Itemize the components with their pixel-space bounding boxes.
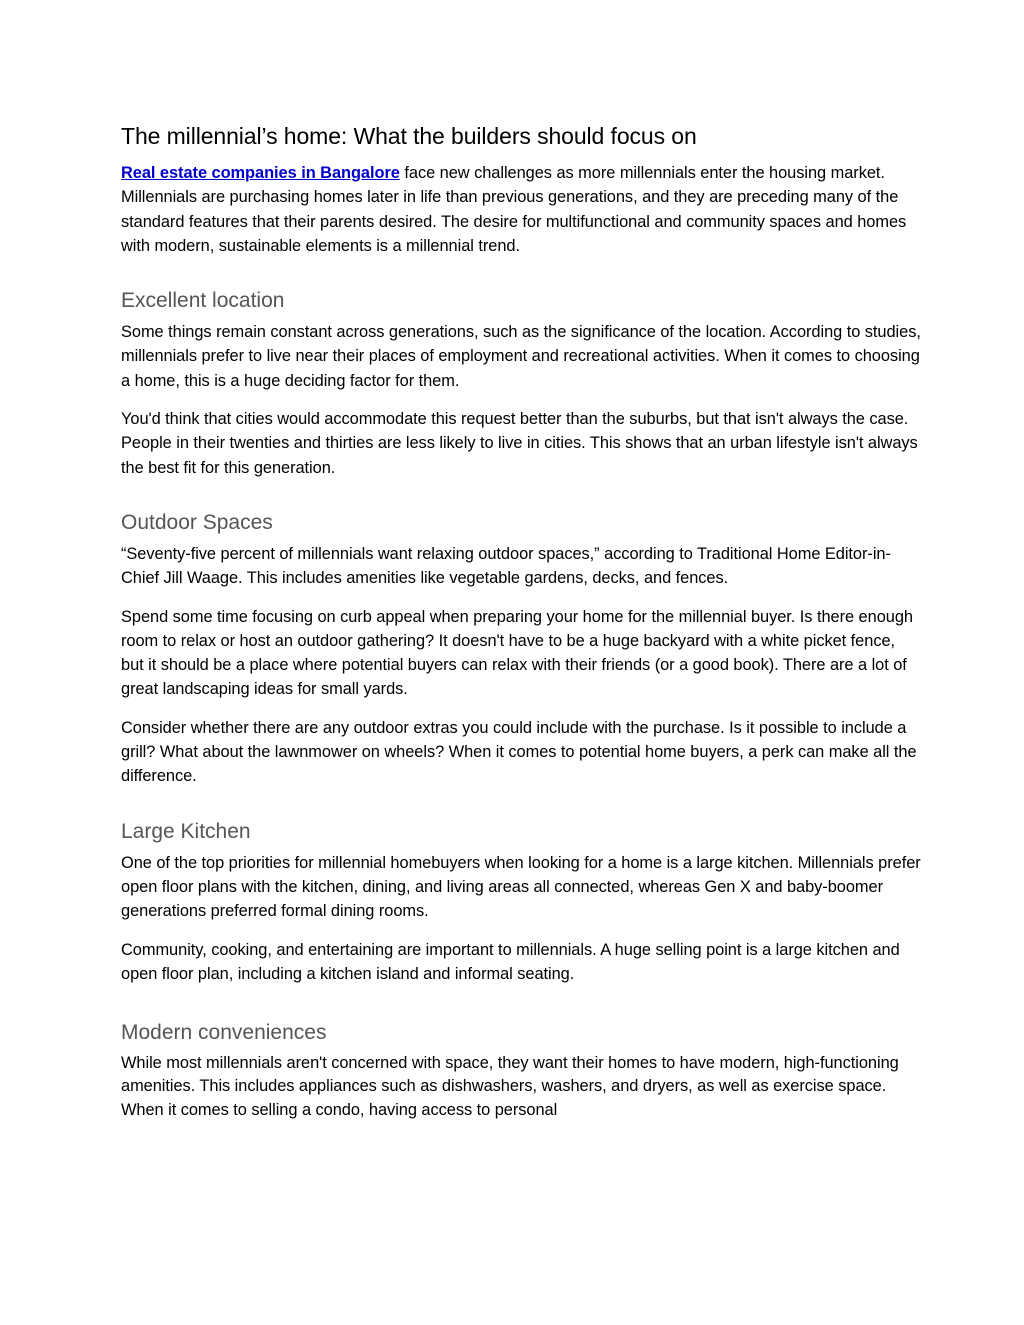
section-paragraph: “Seventy-five percent of millennials want relaxing outdoor spaces,” according to Traditional Home Editor-in-Chief Jill Waage. This includes amenities like vegetable gardens, decks, and fences. xyxy=(121,544,891,588)
article-title: The millennial’s home: What the builders should focus on xyxy=(121,123,697,149)
section-heading: Excellent location xyxy=(121,289,285,313)
section-paragraph: One of the top priorities for millennial homebuyers when looking for a home is a large kitchen. Millennials prefer open floor plans with the kitchen, dining, and living areas all connected, whereas Gen X and baby-boomer generations preferred formal dining rooms. xyxy=(121,853,921,921)
section-paragraph: Consider whether there are any outdoor extras you could include with the purchase. Is it possible to include a grill? What about the lawnmower on wheels? When it comes to potential home buyers, a perk can make all the difference. xyxy=(121,718,917,786)
section-excellent-location xyxy=(121,286,921,480)
section-paragraph: Spend some time focusing on curb appeal when preparing your home for the millennial buyer. Is there enough room to relax or host an outdoor gathering? It doesn't have to be a huge backyard with a white picket fence, but it should be a place where potential buyers can relax with their friends (or a good book). There are a lot of great landscaping ideas for small yards. xyxy=(121,607,913,699)
section-paragraph: Some things remain constant across generations, such as the significance of the location. According to studies, millennials prefer to live near their places of employment and recreational activities. When it comes to choosing a home, this is a huge deciding factor for them. xyxy=(121,323,921,390)
section-outdoor-spaces xyxy=(121,508,921,789)
intro-paragraph xyxy=(121,161,921,258)
section-heading: Large Kitchen xyxy=(121,819,251,843)
real-estate-link[interactable]: Real estate companies in Bangalore xyxy=(121,164,400,182)
section-paragraph: While most millennials aren't concerned with space, they want their homes to have modern, high-functioning amenities. This includes appliances such as dishwashers, washers, and dryers, as well as exercise space. When it comes to selling a condo, having access to personal xyxy=(121,1054,899,1119)
section-modern-conveniences xyxy=(121,1018,921,1122)
section-paragraph: Community, cooking, and entertaining are important to millennials. A huge selling point is a large kitchen and open floor plan, including a kitchen island and informal seating. xyxy=(121,940,900,983)
intro-text: face new challenges as more millennials enter the housing market. Millennials are purchasing homes later in life than previous generations, and they are preceding many of the standard features that their parents desired. The desire for multifunctional and community spaces and homes with modern, sustainable elements is a millennial trend. xyxy=(121,164,907,255)
section-large-kitchen xyxy=(121,817,921,986)
section-heading: Outdoor Spaces xyxy=(121,510,273,534)
section-paragraph: You'd think that cities would accommodate this request better than the suburbs, but that isn't always the case. People in their twenties and thirties are less likely to live in cities. This shows that an urban lifestyle isn't always the best fit for this generation. xyxy=(121,410,918,477)
document-page xyxy=(121,120,921,1122)
section-heading: Modern conveniences xyxy=(121,1021,327,1045)
